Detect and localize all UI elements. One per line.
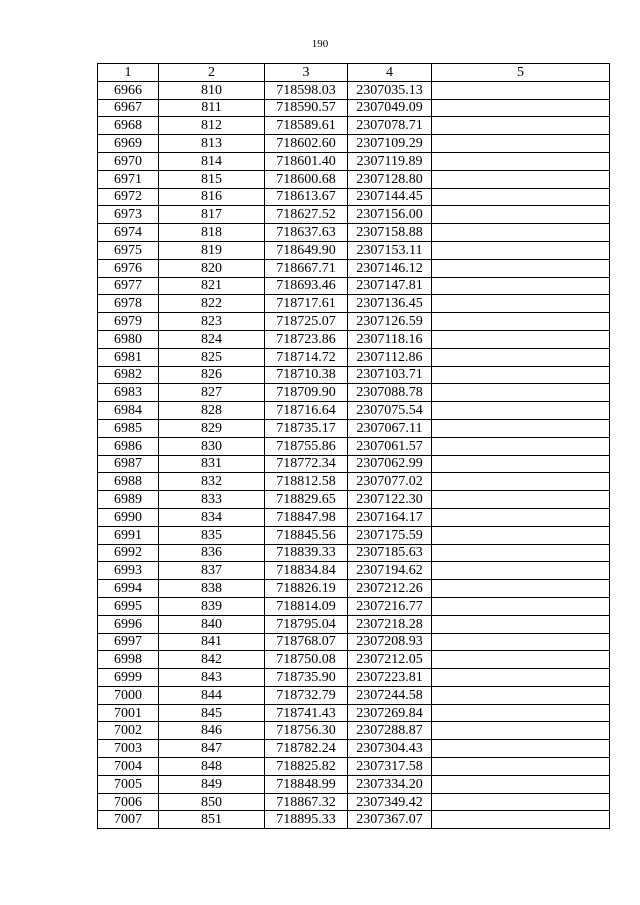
- table-cell: 718755.86: [265, 437, 348, 455]
- table-cell: [432, 295, 610, 313]
- table-cell: 2307334.20: [348, 775, 432, 793]
- table-cell: [432, 775, 610, 793]
- table-row: [98, 99, 610, 117]
- table-cell: 718725.07: [265, 313, 348, 331]
- table-row: [98, 491, 610, 509]
- table-cell: 6996: [98, 615, 159, 633]
- table-cell: [432, 277, 610, 295]
- table-row: [98, 722, 610, 740]
- table-cell: 718826.19: [265, 580, 348, 598]
- table-row: [98, 455, 610, 473]
- table-cell: 819: [159, 241, 265, 259]
- table-cell: 2307075.54: [348, 402, 432, 420]
- table-cell: 2307128.80: [348, 170, 432, 188]
- table-cell: 837: [159, 562, 265, 580]
- table-cell: 6977: [98, 277, 159, 295]
- table-row: [98, 366, 610, 384]
- table-cell: 2307185.63: [348, 544, 432, 562]
- table-cell: 718723.86: [265, 330, 348, 348]
- table-cell: [432, 366, 610, 384]
- table-cell: 817: [159, 206, 265, 224]
- table-cell: [432, 686, 610, 704]
- table-cell: 2307349.42: [348, 793, 432, 811]
- table-cell: 2307194.62: [348, 562, 432, 580]
- table-cell: [432, 152, 610, 170]
- table-cell: [432, 117, 610, 135]
- table-cell: 6980: [98, 330, 159, 348]
- table-row: [98, 615, 610, 633]
- table-cell: 2307153.11: [348, 241, 432, 259]
- table-cell: [432, 348, 610, 366]
- table-row: [98, 669, 610, 687]
- table-row: [98, 562, 610, 580]
- table-row: [98, 117, 610, 135]
- table-cell: 6973: [98, 206, 159, 224]
- table-cell: 2307061.57: [348, 437, 432, 455]
- table-cell: 2307035.13: [348, 81, 432, 99]
- table-cell: [432, 580, 610, 598]
- table-cell: 847: [159, 740, 265, 758]
- table-cell: 825: [159, 348, 265, 366]
- table-cell: 2307158.88: [348, 224, 432, 242]
- table-cell: 6993: [98, 562, 159, 580]
- table-cell: 2307144.45: [348, 188, 432, 206]
- table-cell: 718825.82: [265, 758, 348, 776]
- table-cell: 6984: [98, 402, 159, 420]
- table-cell: 718839.33: [265, 544, 348, 562]
- table-row: [98, 775, 610, 793]
- table-cell: 2307062.99: [348, 455, 432, 473]
- table-cell: 2307317.58: [348, 758, 432, 776]
- table-cell: 6969: [98, 135, 159, 153]
- table-header-row: [98, 64, 610, 82]
- table-cell: [432, 170, 610, 188]
- table-cell: 846: [159, 722, 265, 740]
- table-cell: 6974: [98, 224, 159, 242]
- table-cell: 6985: [98, 419, 159, 437]
- table-cell: 843: [159, 669, 265, 687]
- table-cell: 831: [159, 455, 265, 473]
- table-cell: 718735.17: [265, 419, 348, 437]
- table-row: [98, 437, 610, 455]
- table-cell: 2307147.81: [348, 277, 432, 295]
- table-cell: 2307212.26: [348, 580, 432, 598]
- table-cell: 823: [159, 313, 265, 331]
- table-cell: 718768.07: [265, 633, 348, 651]
- table-cell: 718589.61: [265, 117, 348, 135]
- table-cell: 6983: [98, 384, 159, 402]
- table-cell: 818: [159, 224, 265, 242]
- column-header: 5: [432, 64, 610, 82]
- table-cell: 718845.56: [265, 526, 348, 544]
- table-cell: 6979: [98, 313, 159, 331]
- table-cell: 2307109.29: [348, 135, 432, 153]
- table-row: [98, 81, 610, 99]
- table-cell: 718693.46: [265, 277, 348, 295]
- table-cell: [432, 562, 610, 580]
- table-cell: [432, 669, 610, 687]
- table-cell: 848: [159, 758, 265, 776]
- table-cell: 815: [159, 170, 265, 188]
- table-cell: 821: [159, 277, 265, 295]
- table-row: [98, 188, 610, 206]
- table-cell: [432, 473, 610, 491]
- table-cell: [432, 597, 610, 615]
- table-cell: 2307218.28: [348, 615, 432, 633]
- table-row: [98, 135, 610, 153]
- table-cell: 839: [159, 597, 265, 615]
- column-header: 1: [98, 64, 159, 82]
- table-cell: 6975: [98, 241, 159, 259]
- table-row: [98, 241, 610, 259]
- table-cell: 2307118.16: [348, 330, 432, 348]
- table-cell: [432, 633, 610, 651]
- table-cell: 718602.60: [265, 135, 348, 153]
- table-cell: 832: [159, 473, 265, 491]
- table-cell: 718772.34: [265, 455, 348, 473]
- table-row: [98, 402, 610, 420]
- table-cell: 2307088.78: [348, 384, 432, 402]
- table-cell: [432, 419, 610, 437]
- coordinates-table: [97, 63, 610, 829]
- table-cell: [432, 704, 610, 722]
- table-cell: 6986: [98, 437, 159, 455]
- table-row: [98, 526, 610, 544]
- table-cell: 718710.38: [265, 366, 348, 384]
- table-cell: 830: [159, 437, 265, 455]
- table-cell: 6998: [98, 651, 159, 669]
- table-cell: [432, 99, 610, 117]
- table-row: [98, 633, 610, 651]
- column-header: 4: [348, 64, 432, 82]
- table-cell: 6999: [98, 669, 159, 687]
- table-cell: 718600.68: [265, 170, 348, 188]
- table-cell: 2307146.12: [348, 259, 432, 277]
- table-cell: 6978: [98, 295, 159, 313]
- table-cell: 840: [159, 615, 265, 633]
- table-cell: 2307216.77: [348, 597, 432, 615]
- table-cell: [432, 224, 610, 242]
- table-row: [98, 348, 610, 366]
- table-cell: 835: [159, 526, 265, 544]
- table-body: [98, 81, 610, 828]
- table-cell: 718716.64: [265, 402, 348, 420]
- table-cell: 718756.30: [265, 722, 348, 740]
- table-cell: 829: [159, 419, 265, 437]
- table-cell: 718750.08: [265, 651, 348, 669]
- table-cell: 718714.72: [265, 348, 348, 366]
- table-cell: [432, 544, 610, 562]
- table-row: [98, 224, 610, 242]
- table-row: [98, 580, 610, 598]
- table-cell: 849: [159, 775, 265, 793]
- table-cell: 6994: [98, 580, 159, 598]
- table-cell: 6967: [98, 99, 159, 117]
- table-cell: 2307078.71: [348, 117, 432, 135]
- table-cell: 810: [159, 81, 265, 99]
- table-cell: 833: [159, 491, 265, 509]
- table-row: [98, 170, 610, 188]
- table-row: [98, 419, 610, 437]
- table-cell: [432, 526, 610, 544]
- table-cell: 814: [159, 152, 265, 170]
- table-cell: 718637.63: [265, 224, 348, 242]
- table-cell: [432, 740, 610, 758]
- table-cell: 7007: [98, 811, 159, 829]
- table-cell: 7003: [98, 740, 159, 758]
- table-cell: 718709.90: [265, 384, 348, 402]
- table-cell: 2307269.84: [348, 704, 432, 722]
- table-cell: 7002: [98, 722, 159, 740]
- table-cell: 2307208.93: [348, 633, 432, 651]
- table-cell: 718649.90: [265, 241, 348, 259]
- table-row: [98, 206, 610, 224]
- table-cell: 827: [159, 384, 265, 402]
- table-cell: 2307122.30: [348, 491, 432, 509]
- table-cell: 6989: [98, 491, 159, 509]
- table-row: [98, 758, 610, 776]
- table-cell: 6968: [98, 117, 159, 135]
- table-cell: 718590.57: [265, 99, 348, 117]
- table-cell: 812: [159, 117, 265, 135]
- table-cell: [432, 384, 610, 402]
- table-row: [98, 259, 610, 277]
- table-cell: 718735.90: [265, 669, 348, 687]
- table-row: [98, 330, 610, 348]
- table-cell: 824: [159, 330, 265, 348]
- table-cell: 836: [159, 544, 265, 562]
- table-row: [98, 313, 610, 331]
- table-cell: 2307077.02: [348, 473, 432, 491]
- table-cell: 7005: [98, 775, 159, 793]
- table-row: [98, 686, 610, 704]
- table-cell: 718667.71: [265, 259, 348, 277]
- table-cell: 2307175.59: [348, 526, 432, 544]
- table-row: [98, 740, 610, 758]
- table-cell: 718829.65: [265, 491, 348, 509]
- table-cell: 6992: [98, 544, 159, 562]
- table-cell: 718717.61: [265, 295, 348, 313]
- table-cell: 6972: [98, 188, 159, 206]
- table-cell: 6976: [98, 259, 159, 277]
- table-cell: [432, 313, 610, 331]
- table-cell: 2307164.17: [348, 508, 432, 526]
- table-cell: 2307112.86: [348, 348, 432, 366]
- table-cell: 6970: [98, 152, 159, 170]
- table-cell: 718613.67: [265, 188, 348, 206]
- table-row: [98, 597, 610, 615]
- table-cell: 718598.03: [265, 81, 348, 99]
- table-row: [98, 811, 610, 829]
- page-number: 190: [311, 38, 329, 50]
- table-cell: 813: [159, 135, 265, 153]
- table-cell: 2307304.43: [348, 740, 432, 758]
- table-row: [98, 277, 610, 295]
- table-cell: 820: [159, 259, 265, 277]
- table-cell: 2307136.45: [348, 295, 432, 313]
- table-cell: 7001: [98, 704, 159, 722]
- table-cell: 718895.33: [265, 811, 348, 829]
- table-cell: 6982: [98, 366, 159, 384]
- table-cell: [432, 188, 610, 206]
- table-row: [98, 473, 610, 491]
- table-cell: 6981: [98, 348, 159, 366]
- table-cell: 718812.58: [265, 473, 348, 491]
- table-cell: 844: [159, 686, 265, 704]
- table-cell: [432, 722, 610, 740]
- table-cell: 2307367.07: [348, 811, 432, 829]
- table-cell: 718601.40: [265, 152, 348, 170]
- column-header: 2: [159, 64, 265, 82]
- table-cell: 2307212.05: [348, 651, 432, 669]
- table-cell: 838: [159, 580, 265, 598]
- table-cell: 6995: [98, 597, 159, 615]
- table-cell: 842: [159, 651, 265, 669]
- table-cell: 2307156.00: [348, 206, 432, 224]
- table-cell: [432, 81, 610, 99]
- table-cell: 718814.09: [265, 597, 348, 615]
- table-cell: 2307119.89: [348, 152, 432, 170]
- table-row: [98, 704, 610, 722]
- table-cell: [432, 455, 610, 473]
- table-cell: 6997: [98, 633, 159, 651]
- table-cell: 6990: [98, 508, 159, 526]
- table-cell: 7006: [98, 793, 159, 811]
- table-cell: [432, 758, 610, 776]
- table-cell: 850: [159, 793, 265, 811]
- table-cell: 2307049.09: [348, 99, 432, 117]
- table-cell: [432, 793, 610, 811]
- column-header: 3: [265, 64, 348, 82]
- table-cell: 2307126.59: [348, 313, 432, 331]
- table-cell: 2307223.81: [348, 669, 432, 687]
- table-row: [98, 152, 610, 170]
- table-cell: [432, 241, 610, 259]
- table-cell: [432, 330, 610, 348]
- table-row: [98, 544, 610, 562]
- table-cell: 6988: [98, 473, 159, 491]
- table-cell: 822: [159, 295, 265, 313]
- table-cell: 816: [159, 188, 265, 206]
- table-cell: 718867.32: [265, 793, 348, 811]
- table-cell: 826: [159, 366, 265, 384]
- table-row: [98, 295, 610, 313]
- table-cell: 718847.98: [265, 508, 348, 526]
- table-cell: 834: [159, 508, 265, 526]
- table-cell: 6991: [98, 526, 159, 544]
- table-cell: 718627.52: [265, 206, 348, 224]
- table-cell: 2307103.71: [348, 366, 432, 384]
- table-cell: 718848.99: [265, 775, 348, 793]
- table-cell: [432, 402, 610, 420]
- table-cell: 2307244.58: [348, 686, 432, 704]
- table-cell: 6987: [98, 455, 159, 473]
- table-cell: [432, 491, 610, 509]
- table-cell: 718782.24: [265, 740, 348, 758]
- table-cell: [432, 206, 610, 224]
- table-row: [98, 384, 610, 402]
- table-cell: 7004: [98, 758, 159, 776]
- table-row: [98, 651, 610, 669]
- table-cell: 6966: [98, 81, 159, 99]
- table-cell: [432, 508, 610, 526]
- table-cell: 718732.79: [265, 686, 348, 704]
- table-cell: 845: [159, 704, 265, 722]
- table-cell: [432, 135, 610, 153]
- table-cell: 718741.43: [265, 704, 348, 722]
- table-cell: 828: [159, 402, 265, 420]
- table-cell: [432, 437, 610, 455]
- table-cell: 2307067.11: [348, 419, 432, 437]
- table-cell: 2307288.87: [348, 722, 432, 740]
- table-cell: 6971: [98, 170, 159, 188]
- table-row: [98, 508, 610, 526]
- table-cell: [432, 259, 610, 277]
- table-cell: [432, 615, 610, 633]
- table-cell: 7000: [98, 686, 159, 704]
- table-row: [98, 793, 610, 811]
- table-cell: [432, 811, 610, 829]
- table-cell: [432, 651, 610, 669]
- table-cell: 841: [159, 633, 265, 651]
- table-cell: 811: [159, 99, 265, 117]
- table-cell: 718834.84: [265, 562, 348, 580]
- table-cell: 718795.04: [265, 615, 348, 633]
- table-cell: 851: [159, 811, 265, 829]
